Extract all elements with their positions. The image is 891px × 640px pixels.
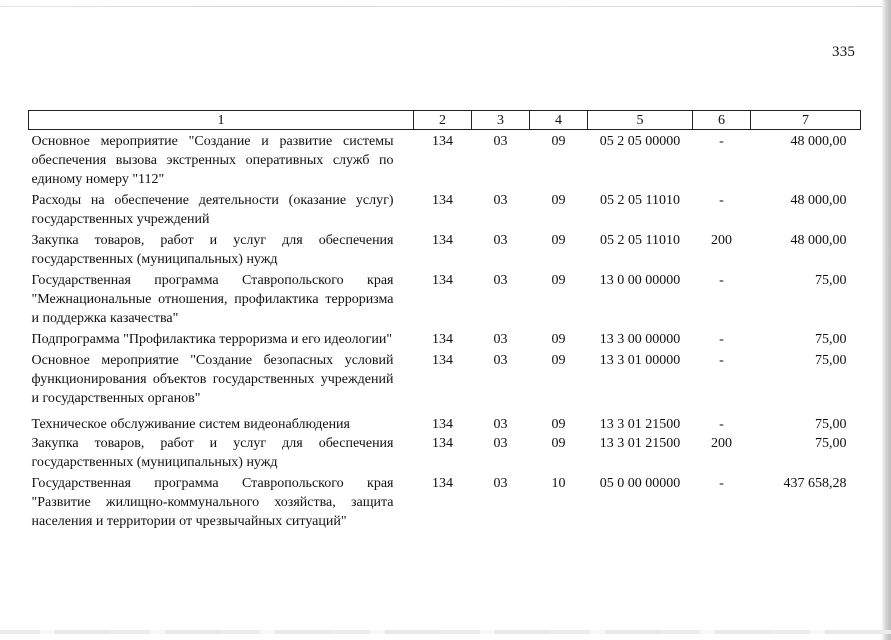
page-number: 335 xyxy=(832,44,856,60)
row-code-4: 09 xyxy=(551,417,566,432)
table-row xyxy=(29,434,861,472)
table-row xyxy=(29,408,861,434)
row-amount: 48 000,00 xyxy=(790,193,847,208)
row-code-4: 09 xyxy=(551,332,566,347)
row-code-3: 03 xyxy=(493,476,508,491)
row-description: Подпрограмма "Профилактика терроризма и его идеологии" xyxy=(31,332,393,347)
row-code-2: 134 xyxy=(432,476,453,491)
row-code-6: - xyxy=(719,332,724,347)
row-code-4: 09 xyxy=(551,193,566,208)
row-code-6: - xyxy=(719,193,724,208)
row-amount: 75,00 xyxy=(815,436,847,451)
row-code-4: 09 xyxy=(551,273,566,288)
column-header-5: 5 xyxy=(588,111,693,130)
row-code-5: 13 3 01 00000 xyxy=(599,353,681,368)
row-code-2: 134 xyxy=(432,233,453,248)
row-code-2: 134 xyxy=(432,332,453,347)
row-code-5: 13 3 01 21500 xyxy=(599,436,681,451)
column-header-2: 2 xyxy=(414,111,472,130)
header-row xyxy=(29,111,861,130)
row-code-3: 03 xyxy=(493,193,508,208)
row-code-6: - xyxy=(719,476,724,491)
row-code-3: 03 xyxy=(493,353,508,368)
row-code-3: 03 xyxy=(493,436,508,451)
row-code-6: - xyxy=(719,417,724,432)
row-description: Основное мероприятие "Создание и развитие системы обеспечения вызова экстренных оперативных служб по единому номеру "112" xyxy=(31,134,394,187)
row-amount: 75,00 xyxy=(815,273,847,288)
table-row xyxy=(29,130,861,190)
row-code-2: 134 xyxy=(432,353,453,368)
scan-edge-top xyxy=(0,6,891,7)
row-code-2: 134 xyxy=(432,273,453,288)
table-row xyxy=(29,189,861,229)
row-code-5: 05 2 05 00000 xyxy=(599,134,681,149)
row-code-2: 134 xyxy=(432,193,453,208)
row-code-6: 200 xyxy=(711,436,732,451)
row-description: Государственная программа Ставропольского края "Развитие жилищно-коммунального хозяйства, защита населения и территории от чрезвычайных ситуаций" xyxy=(31,476,394,529)
row-description: Государственная программа Ставропольского края "Межнациональные отношения, профилактика терроризма и поддержка казачества" xyxy=(31,273,394,326)
column-header-4: 4 xyxy=(530,111,588,130)
row-code-2: 134 xyxy=(432,417,453,432)
row-amount: 48 000,00 xyxy=(790,233,847,248)
row-description: Закупка товаров, работ и услуг для обеспечения государственных (муниципальных) нужд xyxy=(31,233,394,267)
row-amount: 75,00 xyxy=(815,353,847,368)
table-body xyxy=(29,130,861,532)
column-header-1: 1 xyxy=(29,111,414,130)
table-row xyxy=(29,349,861,408)
row-amount: 48 000,00 xyxy=(790,134,847,149)
row-code-5: 13 3 00 00000 xyxy=(599,332,681,347)
row-code-6: - xyxy=(719,273,724,288)
row-code-3: 03 xyxy=(493,134,508,149)
row-description: Закупка товаров, работ и услуг для обеспечения государственных (муниципальных) нужд xyxy=(31,436,394,470)
row-code-4: 09 xyxy=(551,233,566,248)
row-code-6: - xyxy=(719,353,724,368)
row-code-5: 05 2 05 11010 xyxy=(600,193,680,208)
row-amount: 437 658,28 xyxy=(783,476,847,491)
row-description: Основное мероприятие "Создание безопасных условий функционирования объектов государственных учреждений и государственных органов" xyxy=(31,353,394,406)
row-code-4: 09 xyxy=(551,134,566,149)
table-row xyxy=(29,229,861,269)
row-code-6: - xyxy=(719,134,724,149)
row-code-3: 03 xyxy=(493,233,508,248)
column-header-3: 3 xyxy=(472,111,530,130)
column-header-6: 6 xyxy=(693,111,751,130)
row-amount: 75,00 xyxy=(815,417,847,432)
row-code-3: 03 xyxy=(493,417,508,432)
table-row xyxy=(29,269,861,328)
row-description: Расходы на обеспечение деятельности (оказание услуг) государственных учреждений xyxy=(31,193,394,227)
row-code-4: 09 xyxy=(551,436,566,451)
row-description: Техническое обслуживание систем видеонаблюдения xyxy=(31,417,350,432)
row-code-5: 13 3 01 21500 xyxy=(599,417,681,432)
row-code-3: 03 xyxy=(493,273,508,288)
row-amount: 75,00 xyxy=(815,332,847,347)
row-code-2: 134 xyxy=(432,436,453,451)
row-code-5: 05 2 05 11010 xyxy=(600,233,680,248)
table-header xyxy=(29,111,861,130)
scan-edge-bottom xyxy=(0,630,891,634)
scan-edge-right xyxy=(882,0,891,640)
column-header-7: 7 xyxy=(751,111,861,130)
row-code-4: 09 xyxy=(551,353,566,368)
row-code-5: 05 0 00 00000 xyxy=(599,476,681,491)
row-code-3: 03 xyxy=(493,332,508,347)
budget-table xyxy=(28,110,861,531)
table-row xyxy=(29,328,861,349)
table-row xyxy=(29,472,861,531)
row-code-5: 13 0 00 00000 xyxy=(599,273,681,288)
row-code-4: 10 xyxy=(551,476,566,491)
row-code-2: 134 xyxy=(432,134,453,149)
row-code-6: 200 xyxy=(711,233,732,248)
